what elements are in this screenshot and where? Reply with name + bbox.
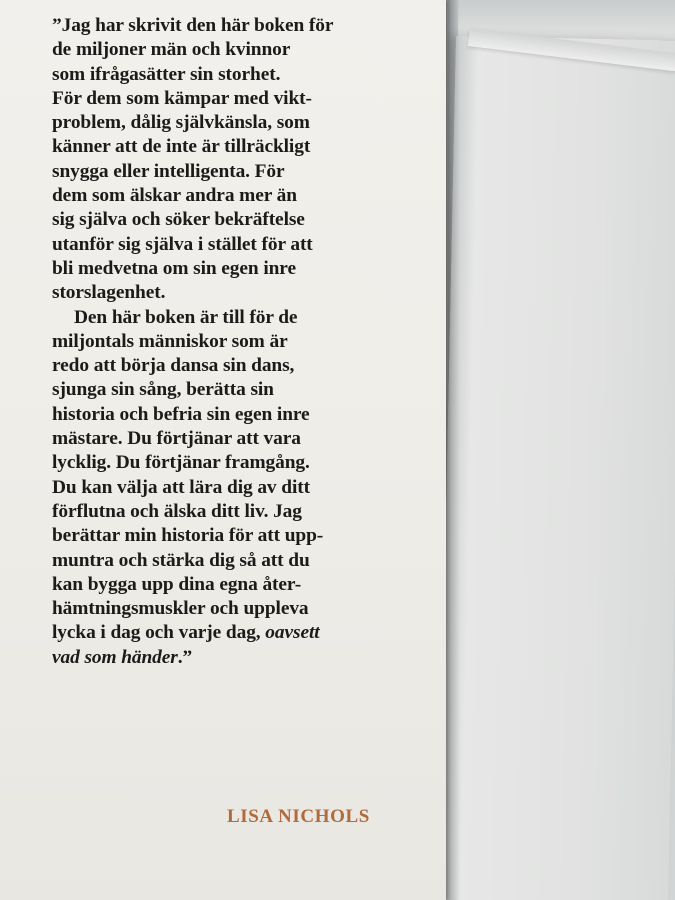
blurb-line: mästare. Du förtjänar att vara (52, 428, 301, 450)
blurb-closing-quote: .” (177, 646, 193, 668)
blurb-line: berättar min historia för att upp- (52, 525, 324, 547)
blurb-line: sig själva och söker bekräftelse (52, 209, 305, 231)
blurb-line: känner att de inte är tillräckligt (52, 136, 311, 158)
flap-shadow (444, 0, 460, 900)
blurb-line: sjunga sin sång, berätta sin (52, 379, 274, 401)
blurb-line: kan bygga upp dina egna åter- (52, 573, 302, 595)
blurb-line: som ifrågasätter sin storhet. (52, 63, 281, 85)
blurb-text (52, 14, 437, 670)
blurb-text-italic: vad som händer (52, 646, 178, 668)
blurb-line: Den här boken är till för de (74, 306, 298, 328)
blurb-line: För dem som kämpar med vikt- (52, 87, 312, 109)
blurb-line: utanför sig själva i stället för att (52, 233, 313, 255)
blurb-line: storslagenhet. (52, 282, 166, 304)
blurb-line: redo att börja dansa sin dans, (52, 355, 295, 377)
blurb-line: bli medvetna om sin egen inre (52, 257, 296, 279)
blurb-line: problem, dålig självkänsla, som (52, 112, 310, 134)
blurb-line: dem som älskar andra mer än (52, 185, 297, 207)
blurb-line (52, 646, 437, 670)
blurb-line: historia och befria sin egen inre (52, 403, 310, 425)
blurb-text-italic: oavsett (265, 622, 320, 644)
blurb-line: hämtningsmuskler och uppleva (52, 598, 309, 620)
blurb-line: förflutna och älska ditt liv. Jag (52, 500, 302, 522)
blurb-line (52, 621, 437, 645)
blurb-line: ”Jag har skrivit den här boken för (52, 15, 334, 36)
blurb-line: miljontals människor som är (52, 330, 288, 352)
blurb-line: lycklig. Du förtjänar framgång. (52, 452, 310, 474)
blurb-line: snygga eller intelligenta. För (52, 160, 285, 182)
author-name: LISA NICHOLS (227, 806, 370, 827)
blurb-line: Du kan välja att lära dig av ditt (52, 476, 310, 498)
book-sheet (438, 36, 675, 900)
blurb-text-regular: lycka i dag och varje dag, (52, 622, 266, 644)
blurb-line: de miljoner män och kvinnor (52, 39, 291, 61)
blurb-line: muntra och stärka dig så att du (52, 549, 310, 571)
